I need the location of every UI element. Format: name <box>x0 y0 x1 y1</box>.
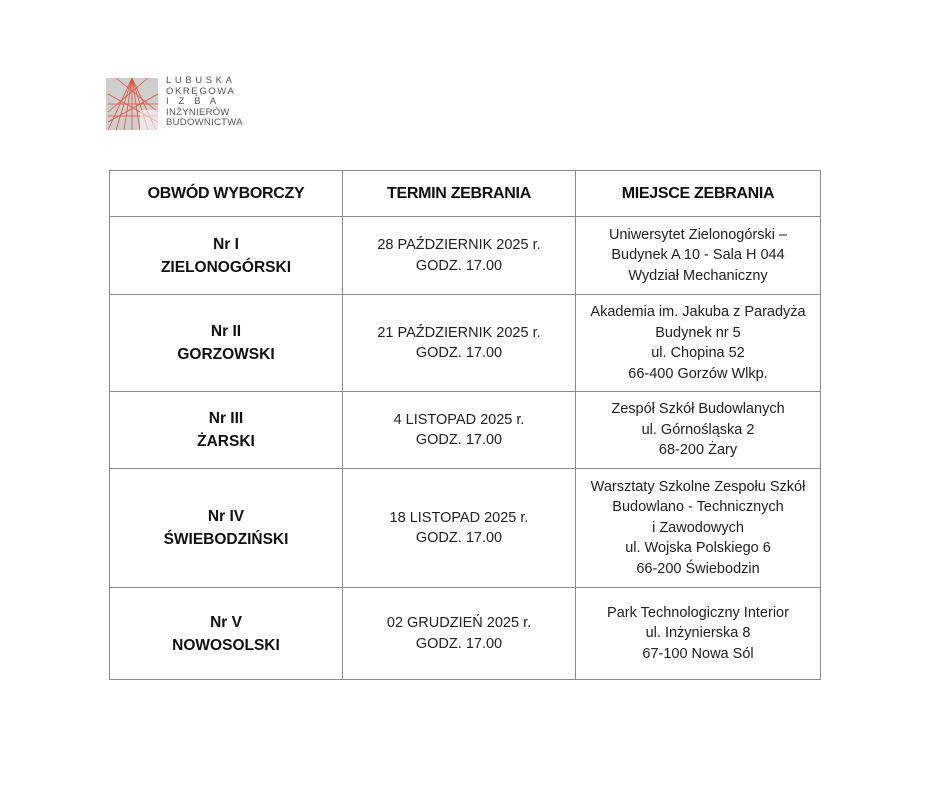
header-date: TERMIN ZEBRANIA <box>343 171 576 217</box>
header-district: OBWÓD WYBORCZY <box>110 171 343 217</box>
place-line: Zespół Szkół Budowlanych <box>611 401 785 418</box>
district-cell <box>110 295 343 392</box>
logo-line-1: LUBUSKA <box>166 75 236 86</box>
district-name: ZIELONOGÓRSKI <box>160 258 292 276</box>
date-cell <box>343 392 576 469</box>
table-row <box>110 588 821 680</box>
logo-line-4: INŻYNIERÓW <box>166 106 230 118</box>
place-line: 66-200 Świebodzin <box>636 560 760 577</box>
logo-wordmark <box>166 76 243 129</box>
district-number: Nr I <box>213 235 239 253</box>
district-cell <box>110 392 343 469</box>
date-cell <box>343 588 576 680</box>
place-cell <box>576 588 821 680</box>
meeting-date: 02 GRUDZIEŃ 2025 r. <box>386 615 532 631</box>
meeting-date: 21 PAŹDZIERNIK 2025 r. <box>377 324 541 341</box>
chamber-logo-icon <box>106 76 160 132</box>
table-row <box>110 392 821 469</box>
place-line: ul. Górnośląska 2 <box>641 421 755 438</box>
meetings-table <box>109 170 821 680</box>
district-cell <box>110 469 343 588</box>
district-name: ŻARSKI <box>197 433 255 450</box>
district-cell <box>110 588 343 680</box>
district-number: Nr IV <box>207 508 245 525</box>
place-cell <box>576 469 821 588</box>
place-line: Budynek nr 5 <box>655 324 741 341</box>
table-row <box>110 295 821 392</box>
place-line: ul. Inżynierska 8 <box>645 625 751 642</box>
place-line: Uniwersytet Zielonogórski – <box>608 226 788 243</box>
place-line: Warsztaty Szkolne Zespołu Szkół <box>590 478 806 495</box>
meeting-time: GODZ. 17.00 <box>415 635 503 652</box>
meeting-date: 4 LISTOPAD 2025 r. <box>393 411 525 428</box>
district-name: NOWOSOLSKI <box>172 636 280 654</box>
place-cell <box>576 295 821 392</box>
table-header-row <box>110 171 821 217</box>
district-cell <box>110 217 343 295</box>
table-row <box>110 217 821 295</box>
logo-line-2: OKRĘGOWA <box>166 85 236 97</box>
place-line: Park Technologiczny Interior <box>607 604 789 621</box>
place-line: 68-200 Żary <box>658 442 738 459</box>
meeting-time: GODZ. 17.00 <box>415 345 503 361</box>
logo-line-3: I Z B A <box>166 96 220 108</box>
table-row <box>110 469 821 588</box>
place-line: ul. Wojska Polskiego 6 <box>625 540 771 557</box>
meeting-time: GODZ. 17.00 <box>415 257 503 274</box>
logo-line-5: BUDOWNICTWA <box>166 117 243 129</box>
place-line: i Zawodowych <box>652 519 744 536</box>
place-line: Budowlano - Technicznych <box>612 499 784 516</box>
place-line: Wydział Mechaniczny <box>628 267 768 284</box>
district-number: Nr III <box>208 410 244 427</box>
place-line: 67-100 Nowa Sól <box>642 645 754 662</box>
place-line: 66-400 Gorzów Wlkp. <box>628 365 768 382</box>
date-cell <box>343 217 576 295</box>
meeting-time: GODZ. 17.00 <box>415 530 503 546</box>
place-line: ul. Chopina 52 <box>651 345 745 361</box>
logo <box>106 76 243 132</box>
place-cell <box>576 392 821 469</box>
district-name: ŚWIEBODZIŃSKI <box>163 531 289 548</box>
district-number: Nr V <box>210 613 242 631</box>
place-line: Akademia im. Jakuba z Paradyża <box>590 304 806 320</box>
meeting-date: 18 LISTOPAD 2025 r. <box>389 509 529 526</box>
date-cell <box>343 469 576 588</box>
meeting-time: GODZ. 17.00 <box>415 432 503 448</box>
date-cell <box>343 295 576 392</box>
district-number: Nr II <box>210 323 242 340</box>
place-line: Budynek A 10 - Sala H 044 <box>611 247 785 264</box>
district-name: GORZOWSKI <box>177 346 275 363</box>
place-cell <box>576 217 821 295</box>
header-place: MIEJSCE ZEBRANIA <box>576 171 821 217</box>
meeting-date: 28 PAŹDZIERNIK 2025 r. <box>377 237 541 253</box>
